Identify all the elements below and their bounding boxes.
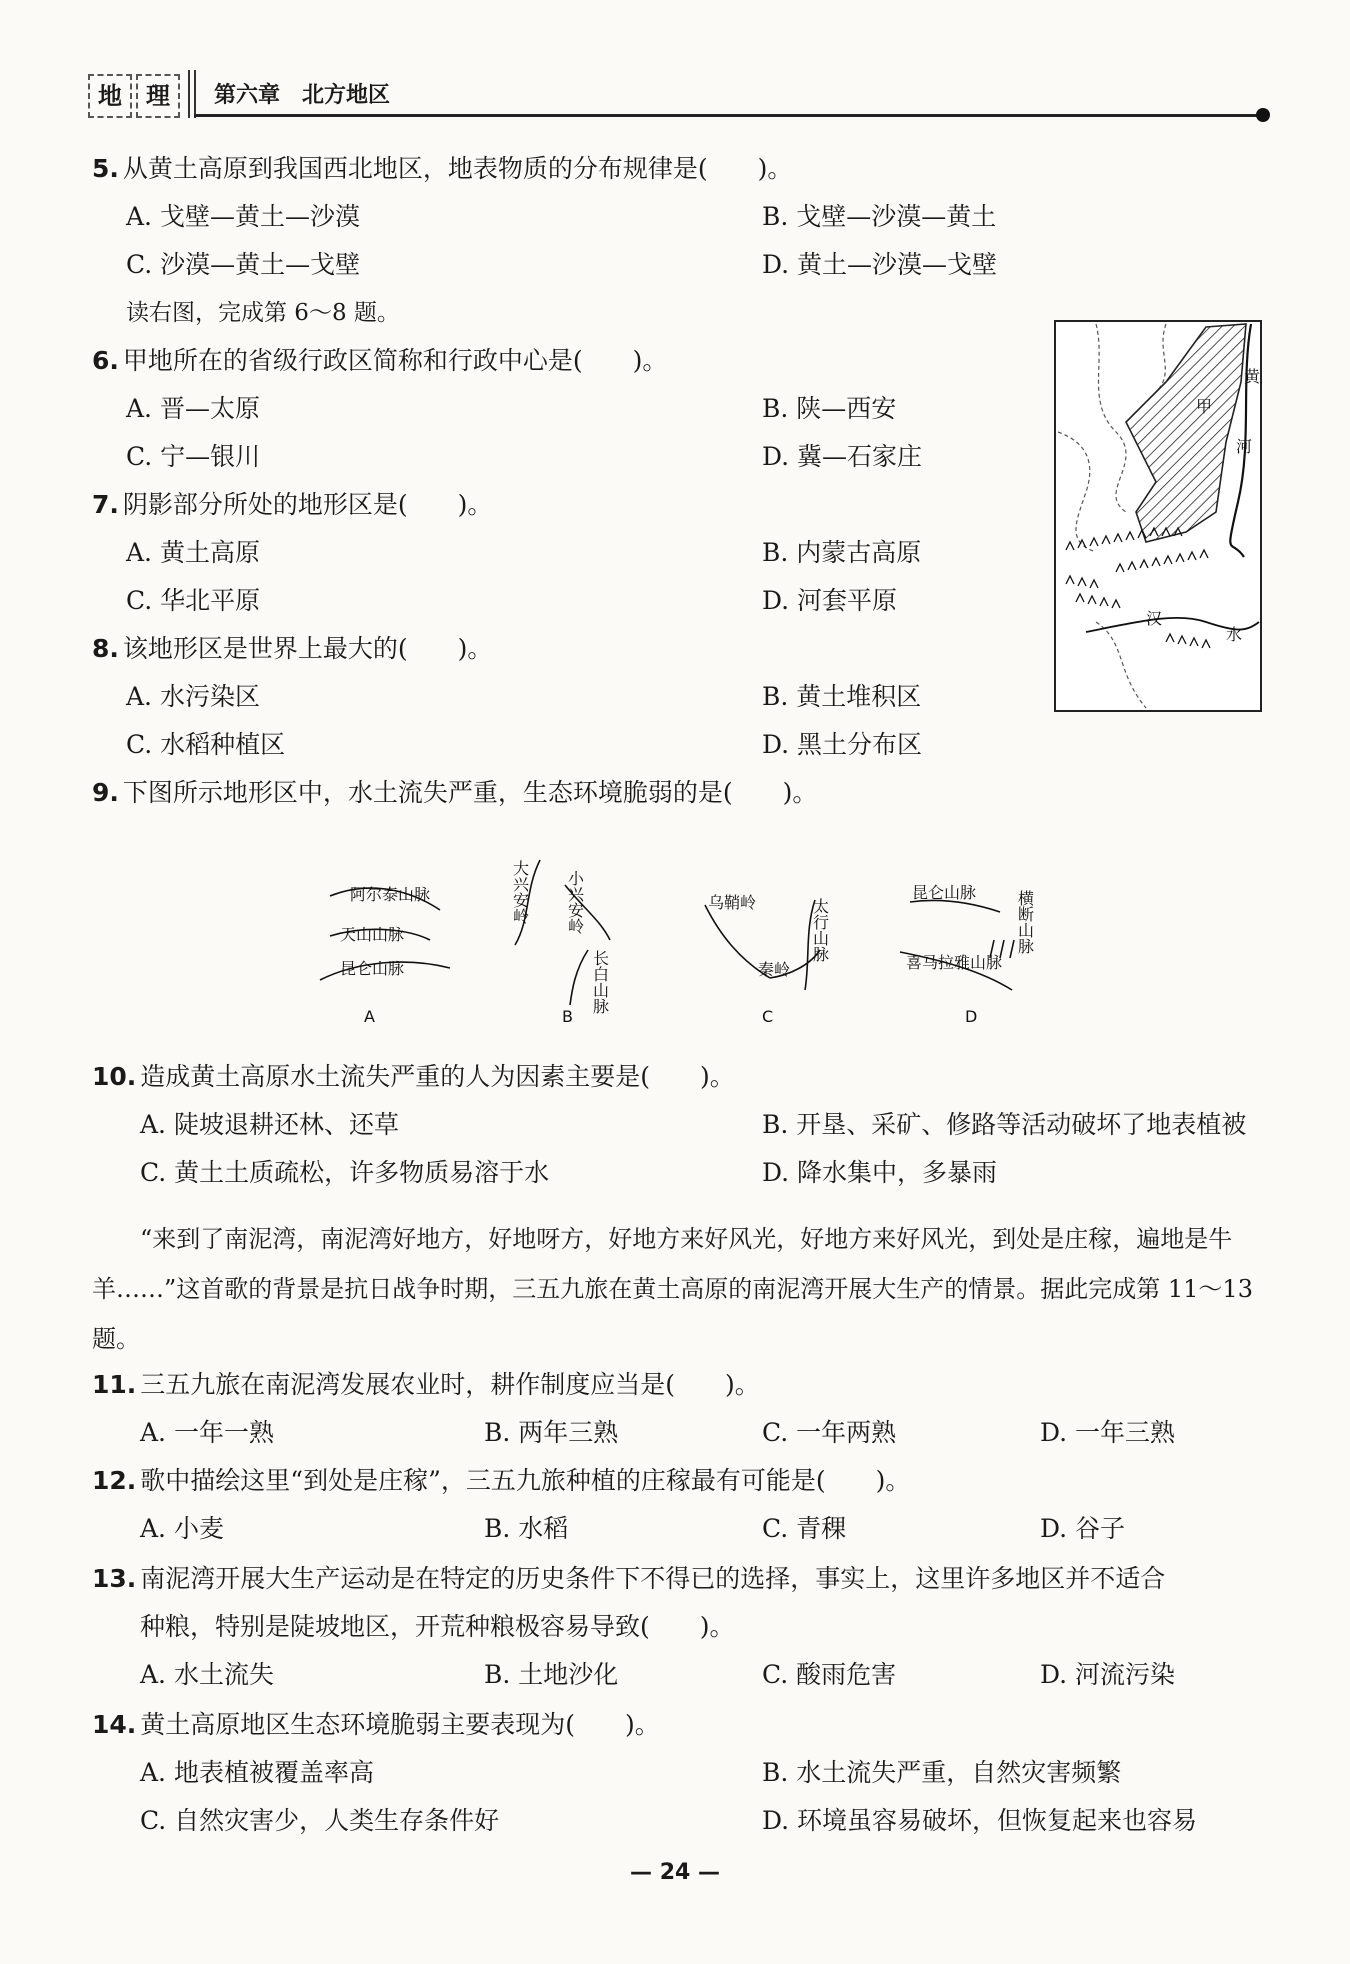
- question-9-stem: [92, 776, 817, 810]
- question-10-stem: [92, 1060, 735, 1094]
- reading-passage: “来到了南泥湾，南泥湾好地方，好地呀方，好地方来好风光，好地方来好风光，到处是庄稼，遍地是牛羊……”这首歌的背景是抗日战争时期，三五九旅在黄土高原的南泥湾开展大生产的情景。据此完成第 11～13 题。: [92, 1225, 1253, 1353]
- q8-option-a: A. 水污染区: [126, 682, 260, 711]
- question-number: 7.: [92, 490, 119, 519]
- diagram-option-label: B: [562, 1007, 573, 1026]
- q14-option-c: C. 自然灾害少，人类生存条件好: [140, 1806, 500, 1835]
- question-8-stem: [92, 632, 492, 666]
- question-text: 造成黄土高原水土流失严重的人为因素主要是( )。: [140, 1062, 735, 1091]
- q5-option-a: A. 戈壁—黄土—沙漠: [126, 202, 360, 231]
- q11-option-c: C. 一年两熟: [762, 1418, 897, 1447]
- q5-option-c: C. 沙漠—黄土—戈壁: [126, 250, 361, 279]
- q7-option-b: B. 内蒙古高原: [762, 538, 922, 567]
- q10-option-c: C. 黄土土质疏松，许多物质易溶于水: [140, 1158, 550, 1187]
- q14-option-d: D. 环境虽容易破坏，但恢复起来也容易: [762, 1806, 1198, 1835]
- question-number: 5.: [92, 154, 119, 183]
- diagram-d: [900, 900, 1014, 990]
- q8-option-b: B. 黄土堆积区: [762, 682, 922, 711]
- mountain-label: 昆仑山脉: [340, 959, 405, 978]
- q14-option-b: B. 水土流失严重，自然灾害频繁: [762, 1758, 1122, 1787]
- question-11-stem: [92, 1368, 760, 1402]
- mountain-label: 秦岭: [758, 960, 791, 979]
- header-divider: [188, 70, 190, 118]
- question-5-stem: [92, 152, 792, 186]
- q13-option-d: D. 河流污染: [1040, 1660, 1176, 1689]
- q6-option-a: A. 晋—太原: [126, 394, 260, 423]
- question-text: 该地形区是世界上最大的( )。: [122, 634, 493, 663]
- question-6-stem: [92, 344, 667, 378]
- boundary-line: [1096, 324, 1126, 512]
- q14-option-a: A. 地表植被覆盖率高: [140, 1758, 374, 1787]
- q11-option-d: D. 一年三熟: [1040, 1418, 1176, 1447]
- mountain-options-figure: [300, 840, 1060, 1040]
- q6-option-c: C. 宁—银川: [126, 442, 261, 471]
- question-7-stem: [92, 488, 492, 522]
- map-label-han: 汉: [1146, 609, 1163, 628]
- chapter-title: 第六章 北方地区: [214, 83, 391, 108]
- map-label-huang: 黄: [1244, 367, 1260, 386]
- mountain-label: 阿尔泰山脉: [350, 885, 431, 904]
- question-text: 黄土高原地区生态环境脆弱主要表现为( )。: [140, 1710, 660, 1739]
- question-text: 南泥湾开展大生产运动是在特定的历史条件下不得已的选择，事实上，这里许多地区并不适合: [140, 1564, 1166, 1593]
- question-text: 歌中描绘这里“到处是庄稼”，三五九旅种植的庄稼最有可能是( )。: [140, 1466, 911, 1495]
- subject-badge: [88, 74, 180, 118]
- question-number: 14.: [92, 1710, 137, 1739]
- mountain-label: 小兴安岭: [565, 870, 585, 934]
- map-label-he: 河: [1236, 437, 1253, 456]
- q13-option-b: B. 土地沙化: [484, 1660, 619, 1689]
- map-label-shui: 水: [1226, 625, 1243, 644]
- q10-option-d: D. 降水集中，多暴雨: [762, 1158, 998, 1187]
- q12-option-a: A. 小麦: [140, 1514, 224, 1543]
- q8-option-c: C. 水稻种植区: [126, 730, 286, 759]
- q11-option-b: B. 两年三熟: [484, 1418, 619, 1447]
- subject-char: 理: [136, 74, 180, 118]
- q12-option-b: B. 水稻: [484, 1514, 569, 1543]
- map-drawing: [1056, 322, 1260, 710]
- mountain-label: 昆仑山脉: [912, 883, 977, 902]
- mountain-label: 横断山脉: [1015, 890, 1035, 954]
- diagram-option-label: C: [762, 1007, 774, 1026]
- question-text: 阴影部分所处的地形区是( )。: [122, 490, 493, 519]
- instruction-6-8: 读右图，完成第 6～8 题。: [126, 300, 400, 326]
- question-text: 三五九旅在南泥湾发展农业时，耕作制度应当是( )。: [140, 1370, 760, 1399]
- question-number: 9.: [92, 778, 119, 807]
- question-14-stem: [92, 1708, 660, 1742]
- question-number: 12.: [92, 1466, 137, 1495]
- question-number: 11.: [92, 1370, 137, 1399]
- question-number: 10.: [92, 1062, 137, 1091]
- q10-option-a: A. 陡坡退耕还林、还草: [140, 1110, 399, 1139]
- mountain-label: 太行山脉: [810, 898, 830, 962]
- mountain-label: 天山山脉: [340, 925, 405, 944]
- q11-option-a: A. 一年一熟: [140, 1418, 274, 1447]
- question-12-stem: [92, 1464, 910, 1498]
- mountain-label: 乌鞘岭: [708, 893, 757, 912]
- header-divider: [194, 70, 196, 118]
- question-number: 6.: [92, 346, 119, 375]
- page-number: — 24 —: [630, 1860, 720, 1885]
- q8-option-d: D. 黑土分布区: [762, 730, 923, 759]
- question-text: 甲地所在的省级行政区简称和行政中心是( )。: [122, 346, 668, 375]
- map-label-jia: 甲: [1196, 397, 1213, 416]
- question-text: 下图所示地形区中，水土流失严重，生态环境脆弱的是( )。: [122, 778, 818, 807]
- q12-option-d: D. 谷子: [1040, 1514, 1126, 1543]
- mountain-label: 大兴安岭: [510, 860, 530, 924]
- q10-option-b: B. 开垦、采矿、修路等活动破坏了地表植被: [762, 1110, 1247, 1139]
- header-rule: [194, 114, 1262, 117]
- question-text: 从黄土高原到我国西北地区，地表物质的分布规律是( )。: [122, 154, 793, 183]
- q7-option-c: C. 华北平原: [126, 586, 261, 615]
- q13-option-a: A. 水土流失: [140, 1660, 274, 1689]
- hatched-region: [1126, 324, 1246, 542]
- q6-option-b: B. 陕—西安: [762, 394, 897, 423]
- boundary-line: [1156, 324, 1166, 392]
- q5-option-b: B. 戈壁—沙漠—黄土: [762, 202, 997, 231]
- subject-char: 地: [88, 74, 132, 118]
- q7-option-a: A. 黄土高原: [126, 538, 260, 567]
- diagram-option-label: D: [965, 1007, 978, 1026]
- q12-option-c: C. 青稞: [762, 1514, 847, 1543]
- question-number: 13.: [92, 1564, 137, 1593]
- boundary-line: [1058, 432, 1096, 552]
- question-number: 8.: [92, 634, 119, 663]
- loess-plateau-map: [1054, 320, 1262, 712]
- page-header: [88, 68, 1274, 120]
- question-13-stem: [92, 1562, 1165, 1596]
- mountain-label: 长白山脉: [590, 950, 610, 1014]
- diagram-option-label: A: [364, 1007, 375, 1026]
- q7-option-d: D. 河套平原: [762, 586, 898, 615]
- qinling-mountains: [1066, 528, 1210, 648]
- question-13-stem-continued: 种粮，特别是陡坡地区，开荒种粮极容易导致( )。: [140, 1612, 735, 1641]
- header-rule-dot: [1256, 108, 1270, 122]
- q5-option-d: D. 黄土—沙漠—戈壁: [762, 250, 998, 279]
- mountain-label: 喜马拉雅山脉: [906, 953, 1003, 972]
- q6-option-d: D. 冀—石家庄: [762, 442, 923, 471]
- mountain-diagrams: [300, 840, 1060, 1040]
- q13-option-c: C. 酸雨危害: [762, 1660, 897, 1689]
- boundary-line: [1096, 622, 1146, 708]
